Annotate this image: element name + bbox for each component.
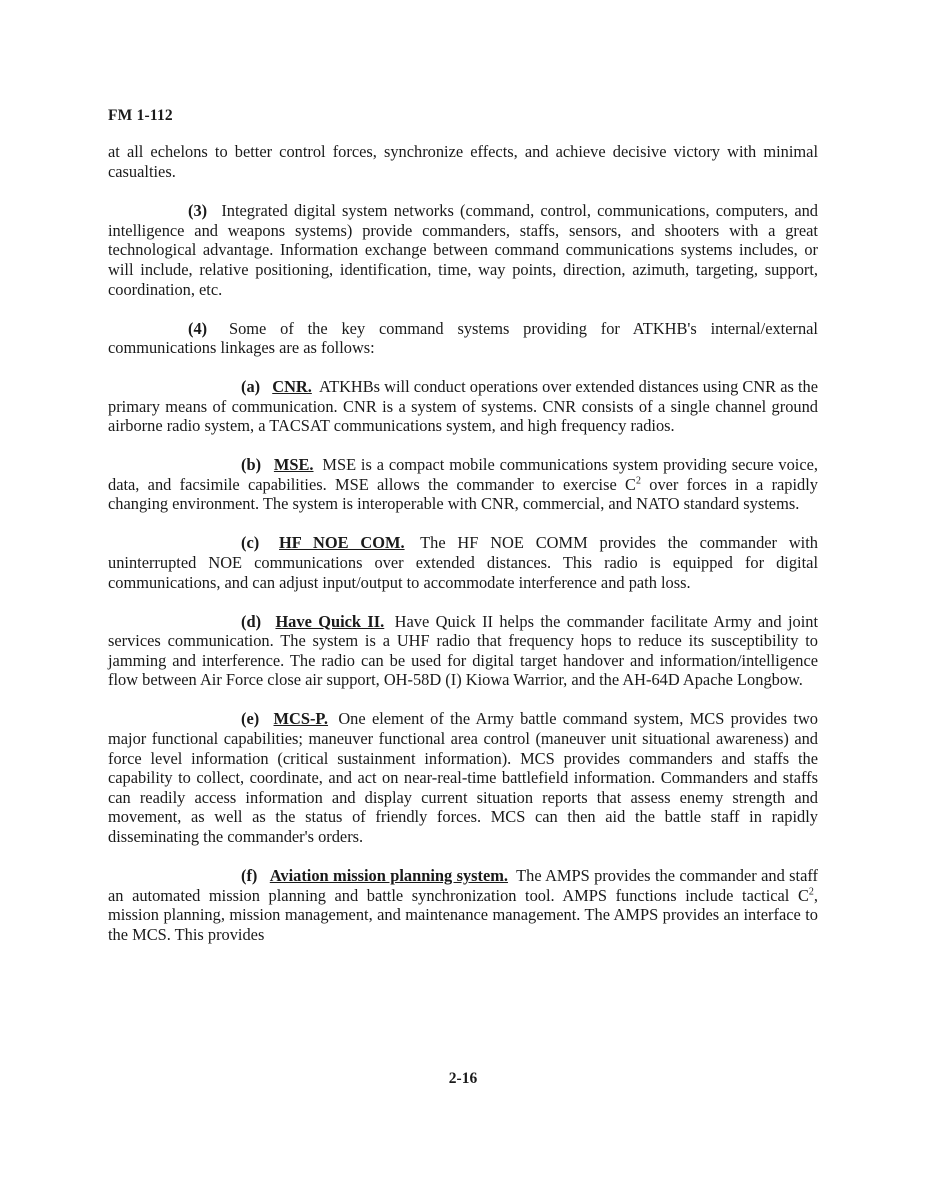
- page-number: 2-16: [448, 1070, 478, 1087]
- paragraph-number: (c): [241, 533, 260, 553]
- paragraph-number: (d): [241, 611, 262, 631]
- paragraph-text: ATKHBs will conduct operations over extended distances using CNR as the primary means of communication. CNR is a system of systems. CNR consists of a single channel ground airborne radio system, a TACSAT communications system, and high frequency radios.: [108, 377, 818, 436]
- superscript: 2: [635, 475, 641, 487]
- paragraph-e-mcs-p: [108, 709, 818, 846]
- document-body: [108, 142, 818, 964]
- paragraph-text: Integrated digital system networks (command, control, communications, computers, and intelligence and weapons systems) provide commanders, staffs, sensors, and shooters with a great technological advantage. Information exchange between command communications systems includes, or will include, relative positioning, identification, time, way points, direction, azimuth, targeting, support, coordination, etc.: [108, 201, 818, 299]
- paragraph-d-have-quick: [108, 612, 818, 690]
- paragraph-number: (f): [241, 865, 258, 885]
- paragraph-text: MSE is a compact mobile communications system providing secure voice, data, and facsimile capabilities. MSE allows the commander to exercise C: [108, 455, 819, 494]
- paragraph-number: (3): [188, 201, 208, 221]
- paragraph-title: HF NOE COM.: [279, 533, 405, 553]
- paragraph-4: [108, 319, 818, 358]
- paragraph-continuation: [108, 142, 818, 181]
- paragraph-c-hf-noe-com: [108, 533, 818, 592]
- paragraph-text: One element of the Army battle command system, MCS provides two major functional capabilities; maneuver functional area control (maneuver unit situational awareness) and force level information (critical sustainment information). MCS provides commanders and staffs the capability to collect, coordinate, and act on near-real-time battlefield information. Commanders and staffs can readily access information and display current situation reports that assess enemy strength and movement, as well as the status of friendly forces. MCS can then aid the battle staff in rapidly disseminating the commander's orders.: [108, 709, 818, 846]
- paragraph-text: at all echelons to better control forces, synchronize effects, and achieve decisive victory with minimal casualties.: [108, 142, 818, 181]
- paragraph-title: MSE.: [273, 455, 314, 475]
- paragraph-3: [108, 201, 818, 299]
- paragraph-title: Have Quick II.: [275, 611, 385, 631]
- paragraph-number: (a): [241, 377, 261, 397]
- paragraph-text: Have Quick II helps the commander facilitate Army and joint services communication. The system is a UHF radio that frequency hops to reduce its susceptibility to jamming and interference. The radio can be used for digital target handover and information/intelligence flow between Air Force close air support, OH-58D (I) Kiowa Warrior, and the AH-64D Apache Longbow.: [108, 611, 818, 690]
- superscript: 2: [808, 886, 814, 898]
- paragraph-title: CNR.: [272, 377, 312, 397]
- paragraph-text-cont: over forces in a rapidly changing environment. The system is interoperable with CNR, commercial, and NATO standard systems.: [108, 474, 818, 514]
- paragraph-f-amps: [108, 866, 818, 944]
- paragraph-b-mse: [108, 455, 818, 514]
- document-id-header: FM 1-112: [108, 107, 173, 124]
- paragraph-number: (e): [241, 709, 260, 729]
- paragraph-number: (4): [188, 318, 208, 338]
- paragraph-text: The AMPS provides the commander and staff an automated mission planning and battle synchronization tool. AMPS functions include tactical C: [108, 865, 818, 905]
- paragraph-title: Aviation mission planning system.: [269, 865, 509, 885]
- paragraph-a-cnr: [108, 377, 818, 436]
- paragraph-text: Some of the key command systems providing for ATKHB's internal/external communications linkages are as follows:: [108, 318, 818, 358]
- paragraph-title: MCS-P.: [273, 709, 329, 729]
- paragraph-text-cont: , mission planning, mission management, and maintenance management. The AMPS provides an interface to the MCS. This provides: [108, 885, 818, 944]
- paragraph-text: The HF NOE COMM provides the commander with uninterrupted NOE communications over extended distances. This radio is equipped for digital communications, and can adjust input/output to accommodate interference and path loss.: [108, 533, 818, 592]
- paragraph-number: (b): [241, 455, 262, 475]
